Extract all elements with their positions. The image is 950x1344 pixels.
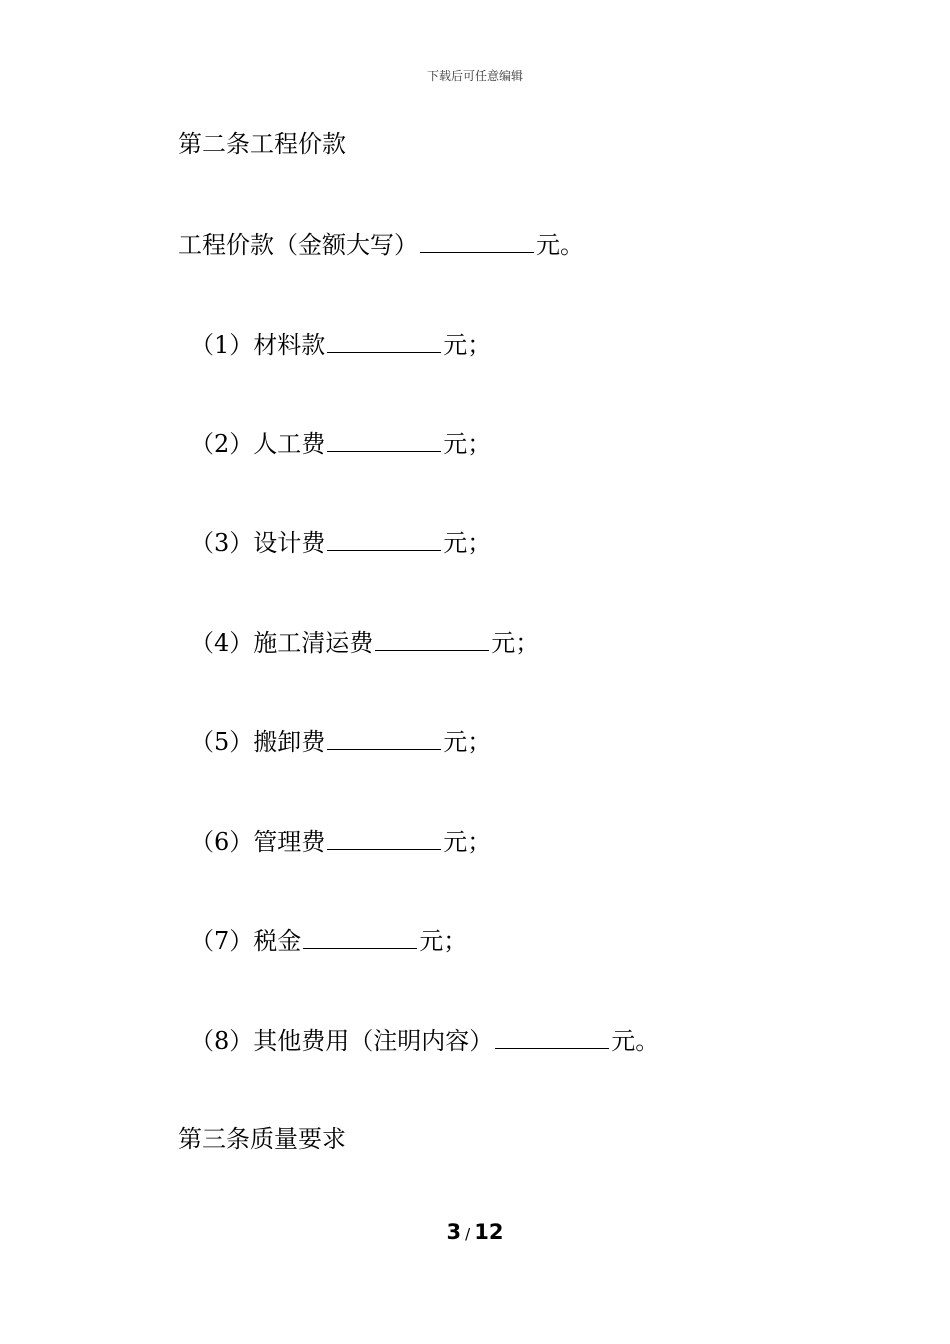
fee-item-blank[interactable] [327,825,441,850]
fee-item-blank[interactable] [375,626,489,651]
fee-item [190,427,491,460]
fee-item-blank[interactable] [495,1024,609,1049]
fee-item-label: 其他费用（注明内容） [253,1027,494,1055]
fee-item-number: （8） [190,1027,254,1055]
fee-item [190,924,467,957]
article2-heading: 第二条工程价款 [178,130,346,158]
fee-item-suffix: 元； [443,529,492,557]
fee-item-label: 施工清运费 [253,629,374,657]
total-pages: 12 [474,1220,504,1244]
fee-item-number: （5） [190,728,254,756]
fee-item-suffix: 元； [443,828,492,856]
fee-item-blank[interactable] [327,328,441,353]
fee-item-label: 材料款 [253,331,326,359]
fee-item-suffix: 元。 [611,1027,660,1055]
fee-item-number: （2） [190,430,254,458]
fee-item [190,526,491,559]
fee-item-label: 设计费 [253,529,326,557]
fee-item-blank[interactable] [327,725,441,750]
fee-item-number: （4） [190,629,254,657]
fee-item-number: （1） [190,331,254,359]
fee-item-label: 人工费 [253,430,326,458]
fee-item-label: 管理费 [253,828,326,856]
fee-item-number: （3） [190,529,254,557]
fee-item [190,1024,659,1057]
header-note: 下载后可任意编辑 [426,69,523,83]
fee-item-label: 税金 [253,927,302,955]
fee-item-blank[interactable] [303,924,417,949]
fee-item-suffix: 元； [443,430,492,458]
total-price-label: 工程价款（金额大写） [178,231,418,259]
fee-item [190,626,539,659]
fee-item [190,328,491,361]
fee-item-suffix: 元； [491,629,540,657]
fee-item-suffix: 元； [443,728,492,756]
total-price-line [178,228,584,261]
fee-item-blank[interactable] [327,427,441,452]
fee-item-label: 搬卸费 [253,728,326,756]
page-indicator [0,1218,950,1248]
total-price-suffix: 元。 [536,231,584,259]
fee-item [190,725,491,758]
fee-item-blank[interactable] [327,526,441,551]
fee-item-suffix: 元； [443,331,492,359]
fee-item-suffix: 元； [419,927,468,955]
total-price-blank[interactable] [420,228,534,253]
page-separator: / [465,1225,471,1243]
article3-heading: 第三条质量要求 [178,1125,346,1153]
fee-item [190,825,491,858]
fee-item-number: （7） [190,927,254,955]
fee-item-number: （6） [190,828,254,856]
current-page: 3 [446,1220,462,1244]
